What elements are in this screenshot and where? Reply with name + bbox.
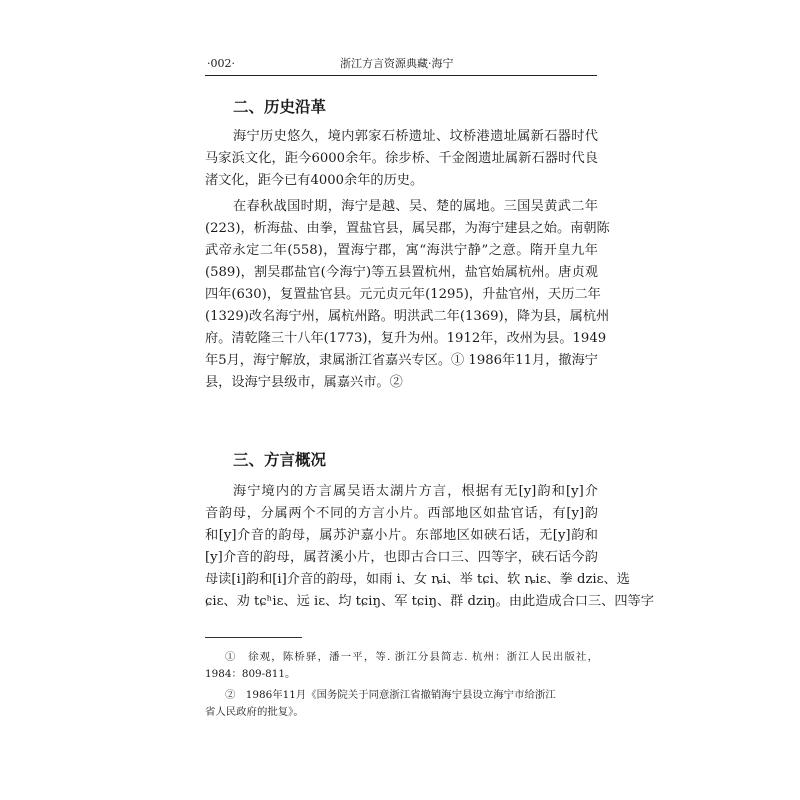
text-line: (223)，析海盐、由拳，置盐官县，属吴郡，为海宁建县之始。南朝陈 [205, 221, 610, 236]
page-number: ·002· [207, 57, 235, 70]
text-line: 海宁境内的方言属吴语太湖片方言，根据有无[y]韵和[y]介 [233, 484, 598, 499]
history-paragraph-1 [205, 126, 598, 192]
text-line: 母读[i]韵和[i]介音的韵母，如雨 i、女 ȵi、举 tɕi、软 ȵiɛ、拳 dziɛ、选 [205, 572, 630, 587]
text-line: 年5月，海宁解放，隶属浙江省嘉兴专区。① 1986年11月，撤海宁 [205, 353, 598, 368]
dialect-paragraph-1 [205, 481, 654, 613]
text-line: ɕiɛ、劝 tɕʰiɛ、远 iɛ、均 tɕiŋ、军 tɕiŋ、群 dziŋ。由此造成合口三、四等字 [205, 594, 654, 609]
text-line: 武帝永定二年(558)，置海宁郡，寓“海洪宁静”之意。隋开皇九年 [205, 243, 598, 258]
footnote-text: 徐观，陈桥驿，潘一平，等. 浙江分县简志. 杭州：浙江人民出版社， [248, 651, 599, 663]
footnote-2-line [205, 687, 598, 704]
footnote-1-line: 1984：809-811。 [205, 668, 296, 680]
footnote-marker: ② [225, 689, 236, 701]
footnote-marker: ① [225, 651, 237, 663]
text-line: 县，设海宁县级市，属嘉兴市。② [205, 375, 403, 390]
text-line: 在春秋战国时期，海宁是越、吴、楚的属地。三国吴黄武二年 [233, 199, 598, 214]
text-line: 渚文化，距今已有4000余年的历史。 [205, 173, 424, 188]
running-title: 浙江方言资源典藏·海宁 [340, 57, 454, 70]
text-line: 音韵母，分属两个不同的方言小片。西部地区如盐官话，有[y]韵 [205, 506, 598, 521]
history-paragraph-2 [205, 196, 610, 394]
footnote-2-line: 省人民政府的批复》。 [205, 706, 304, 718]
text-line: 马家浜文化，距今6000余年。徐步桥、千金阁遗址属新石器时代良 [205, 151, 598, 166]
text-line: (589)，割吴郡盐官(今海宁)等五县置杭州，盐官始属杭州。唐贞观 [205, 265, 598, 280]
footnote-rule [205, 637, 302, 638]
section-heading-dialect: 三、方言概况 [233, 451, 327, 469]
text-line: [y]介音的韵母，属苕溪小片，也即古合口三、四等字，硖石话今韵 [205, 550, 598, 565]
text-line: 四年(630)，复置盐官县。元元贞元年(1295)，升盐官州，天历二年 [205, 287, 601, 302]
footnote-text: 1986年11月《国务院关于同意浙江省撤销海宁县设立海宁市给浙江 [245, 689, 556, 701]
running-header [205, 55, 597, 73]
header-rule [205, 75, 597, 76]
text-line: 海宁历史悠久，境内郭家石桥遗址、坟桥港遗址属新石器时代 [233, 129, 598, 144]
text-line: 府。清乾隆三十八年(1773)，复升为州。1912年，改州为县。1949 [205, 331, 607, 346]
section-heading-history: 二、历史沿革 [233, 98, 327, 116]
text-line: (1329)改名海宁州，属杭州路。明洪武二年(1369)，降为县，属杭州 [205, 309, 610, 324]
footnote-1-line [205, 649, 598, 666]
footnotes [205, 649, 598, 721]
text-line: 和[y]介音的韵母，属苏沪嘉小片。东部地区如硖石话，无[y]韵和 [205, 528, 598, 543]
